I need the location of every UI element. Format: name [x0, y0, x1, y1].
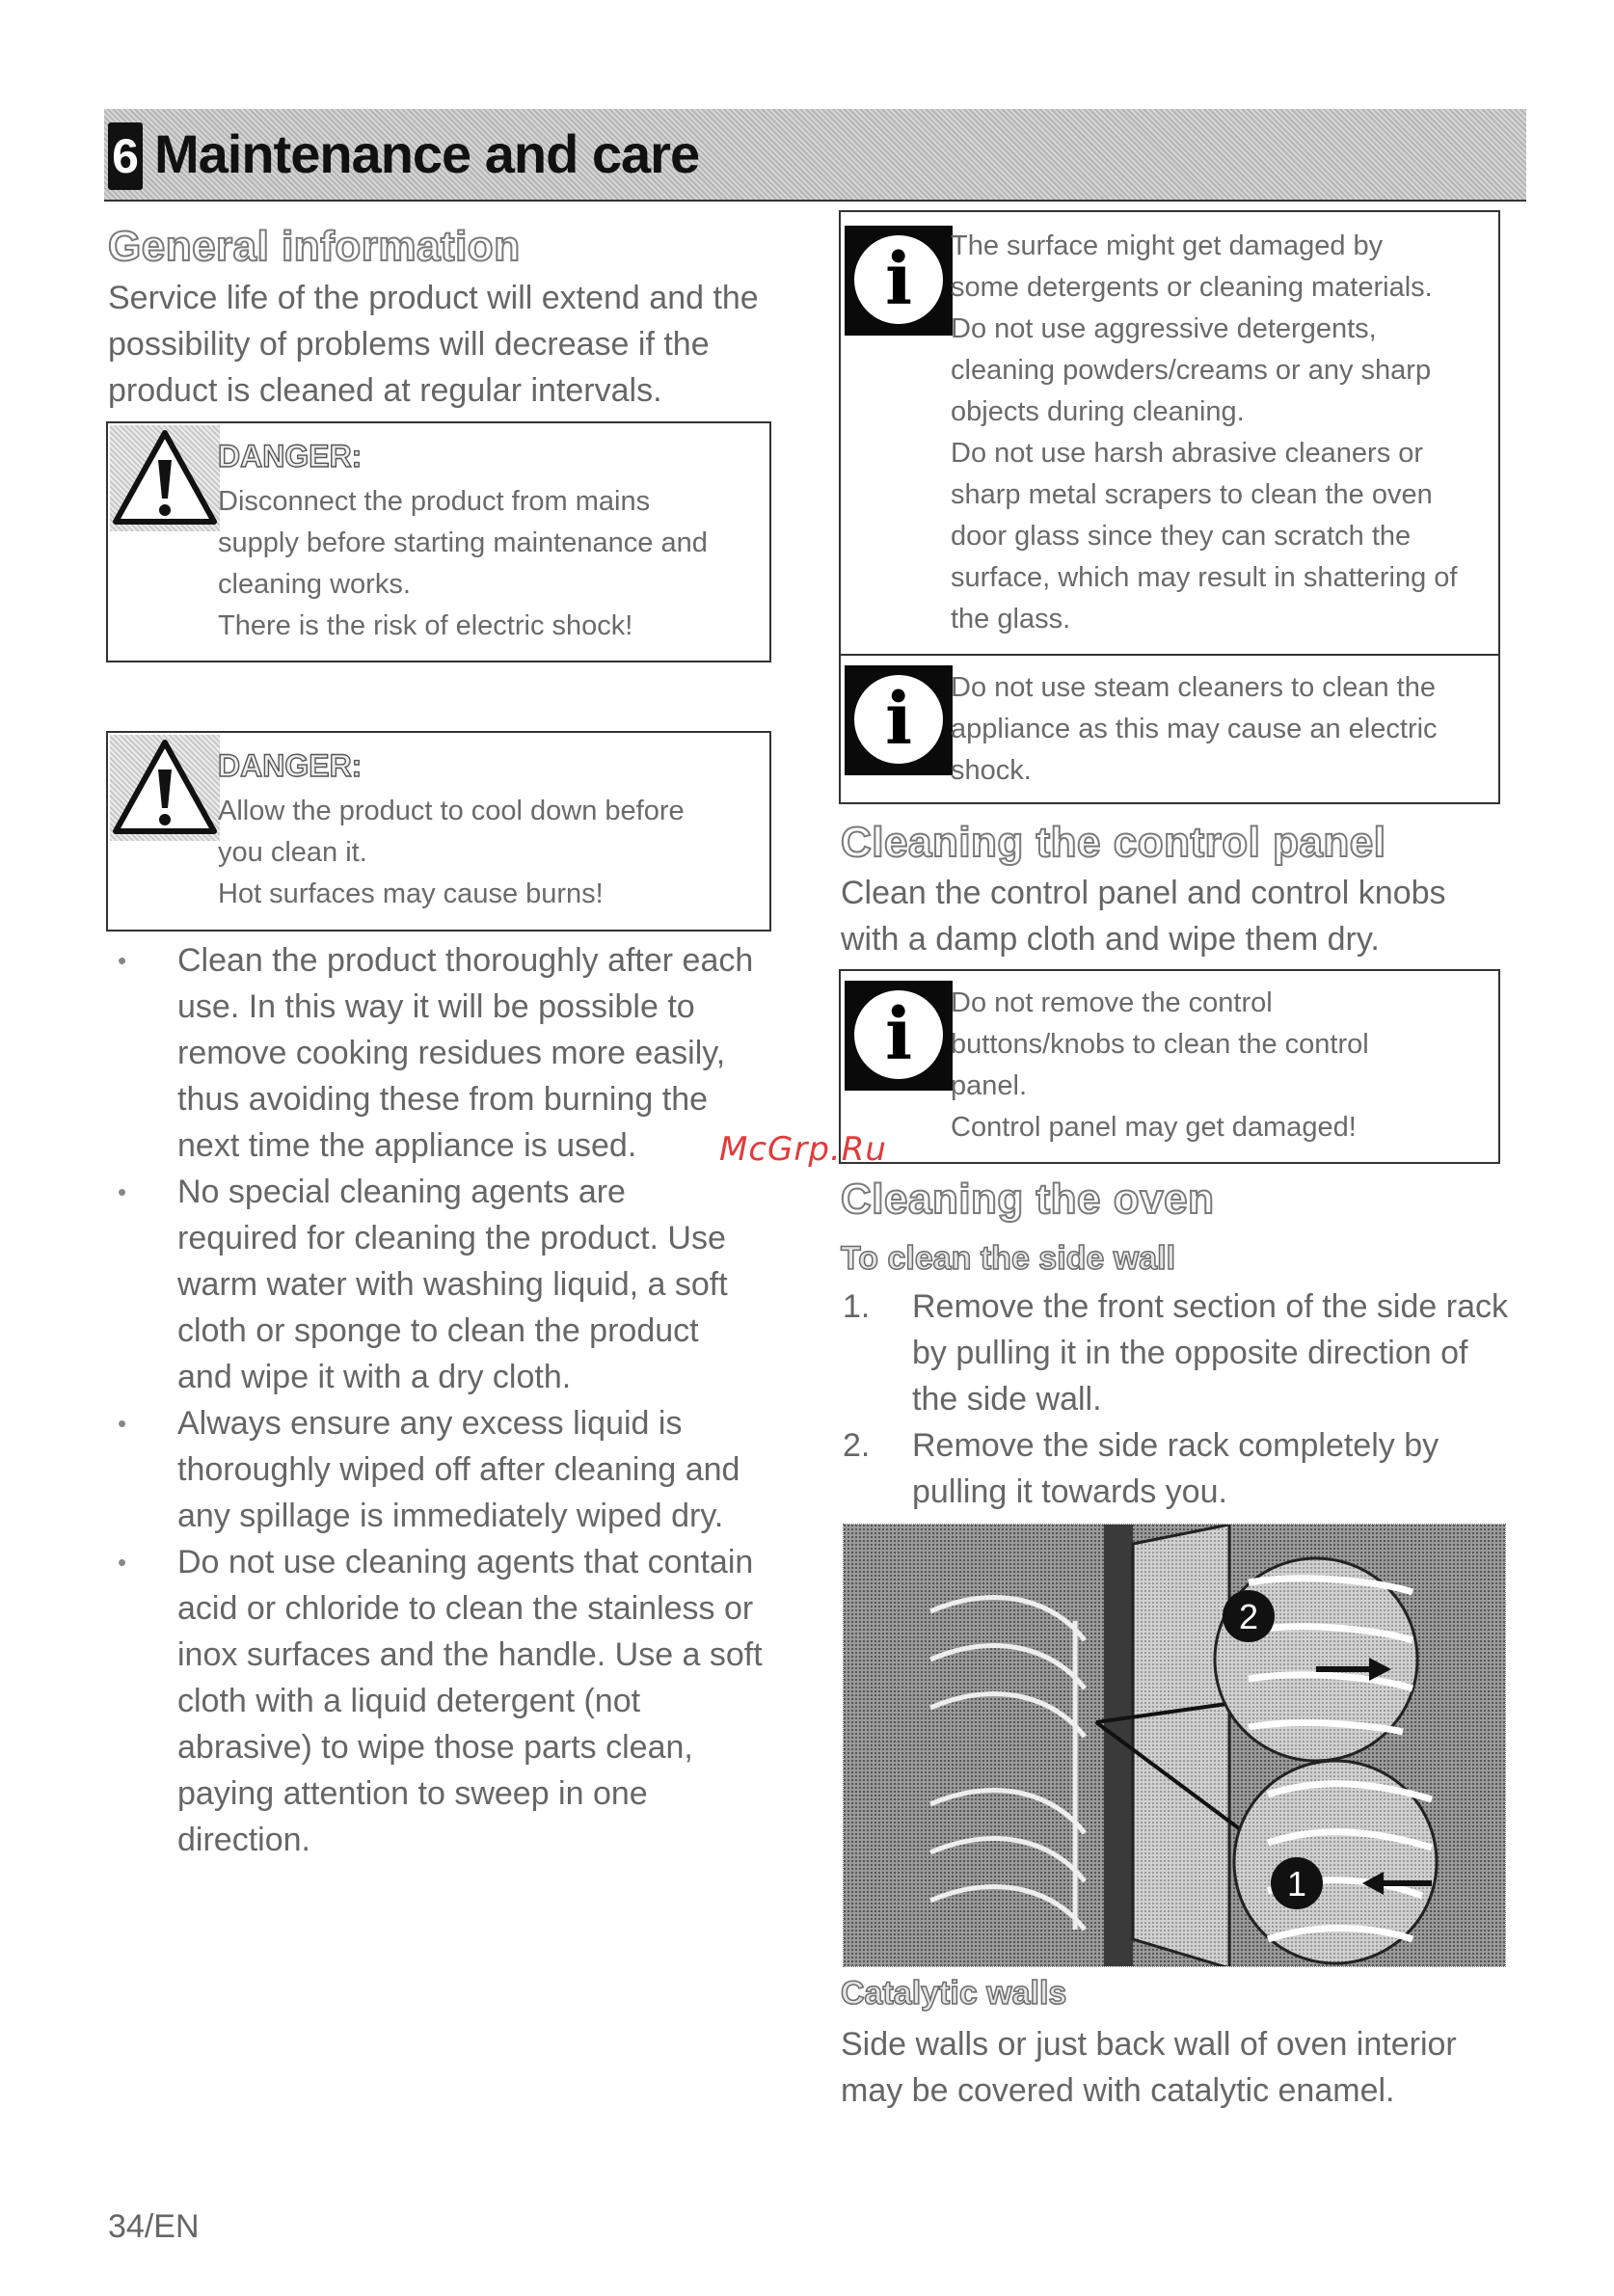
list-item: • Do not use cleaning agents that contain acid or chloride to clean the stainless or inox surfaces and the handle. Use a soft cloth with a liquid detergent (not abrasive) to wipe those parts clean, paying attention to sweep in one direction. — [114, 1539, 789, 1863]
chapter-number: 6 — [108, 122, 143, 190]
general-paragraph: Service life of the product will extend and the possibility of problems will decrease if the product is cleaned at regular intervals. — [108, 280, 759, 409]
list-item: • Clean the product thoroughly after each use. In this way it will be possible to remove cooking residues more easily, thus avoiding these from burning the next time the appliance is used. — [114, 937, 789, 1169]
control-panel-paragraph: Clean the control panel and control knobs with a damp cloth and wipe them dry. — [841, 875, 1446, 958]
warning-triangle-icon — [110, 425, 220, 531]
side-rack-removal-illustration — [843, 1524, 1506, 1967]
list-item: • No special cleaning agents are required for cleaning the product. Use warm water with washing liquid, a soft cloth or sponge to clean the product and wipe it with a dry cloth. — [114, 1169, 789, 1400]
subheading-catalytic-walls: Catalytic walls — [841, 1975, 1067, 2012]
list-item: 1. Remove the front section of the side rack by pulling it in the opposite direction of the side wall. — [843, 1288, 1508, 1418]
list-item: 2. Remove the side rack completely by pulling it towards you. — [843, 1427, 1439, 1510]
danger-text: Allow the product to cool down before you clean it. Hot surfaces may cause burns! — [218, 796, 685, 909]
info-icon: i — [845, 665, 953, 775]
subheading-side-wall: To clean the side wall — [841, 1240, 1176, 1277]
callout-label-2: 2 — [1238, 1597, 1259, 1636]
heading-general-information: General information — [108, 223, 521, 270]
oven-rack-drawing — [844, 1525, 1506, 1967]
info-text: The surface might get damaged by some detergents or cleaning materials. Do not use aggressive detergents, cleaning powders/creams or any sharp objects during cleaning. Do not use harsh abrasive cleaners or sharp metal scrapers to clean the oven door glass since they can scratch the surface, which may result in shattering of the glass. — [951, 230, 1458, 635]
danger-box-hot — [106, 731, 771, 932]
list-item: • Always ensure any excess liquid is thoroughly wiped off after cleaning and any spillage is immediately wiped dry. — [114, 1400, 789, 1539]
chapter-header — [104, 109, 1526, 202]
watermark: McGrp.Ru — [719, 1130, 887, 1169]
info-box-surface-damage — [839, 210, 1500, 656]
warning-triangle-icon — [110, 735, 220, 841]
side-wall-steps — [843, 1283, 1527, 1515]
danger-box-electric — [106, 421, 771, 662]
info-text: Do not remove the control buttons/knobs to clean the control panel. Control panel may get damaged! — [951, 987, 1369, 1143]
info-text: Do not use steam cleaners to clean the appliance as this may cause an electric shock. — [951, 672, 1438, 786]
chapter-title: Maintenance and care — [154, 123, 700, 184]
info-box-control-knobs — [839, 969, 1500, 1164]
info-icon: i — [845, 981, 953, 1091]
heading-cleaning-control-panel: Cleaning the control panel — [841, 819, 1386, 866]
heading-cleaning-oven: Cleaning the oven — [841, 1175, 1215, 1223]
danger-title: DANGER: — [218, 439, 363, 473]
info-icon: i — [845, 226, 953, 336]
danger-title: DANGER: — [218, 748, 363, 783]
danger-text: Disconnect the product from mains supply before starting maintenance and cleaning works. There is the risk of electric shock! — [218, 486, 708, 641]
catalytic-paragraph: Side walls or just back wall of oven interior may be covered with catalytic enamel. — [841, 2026, 1457, 2109]
page-number: 34/EN — [108, 2208, 200, 2245]
info-box-steam — [839, 654, 1500, 804]
callout-label-1: 1 — [1286, 1864, 1307, 1904]
cleaning-tips-list — [114, 937, 789, 1863]
